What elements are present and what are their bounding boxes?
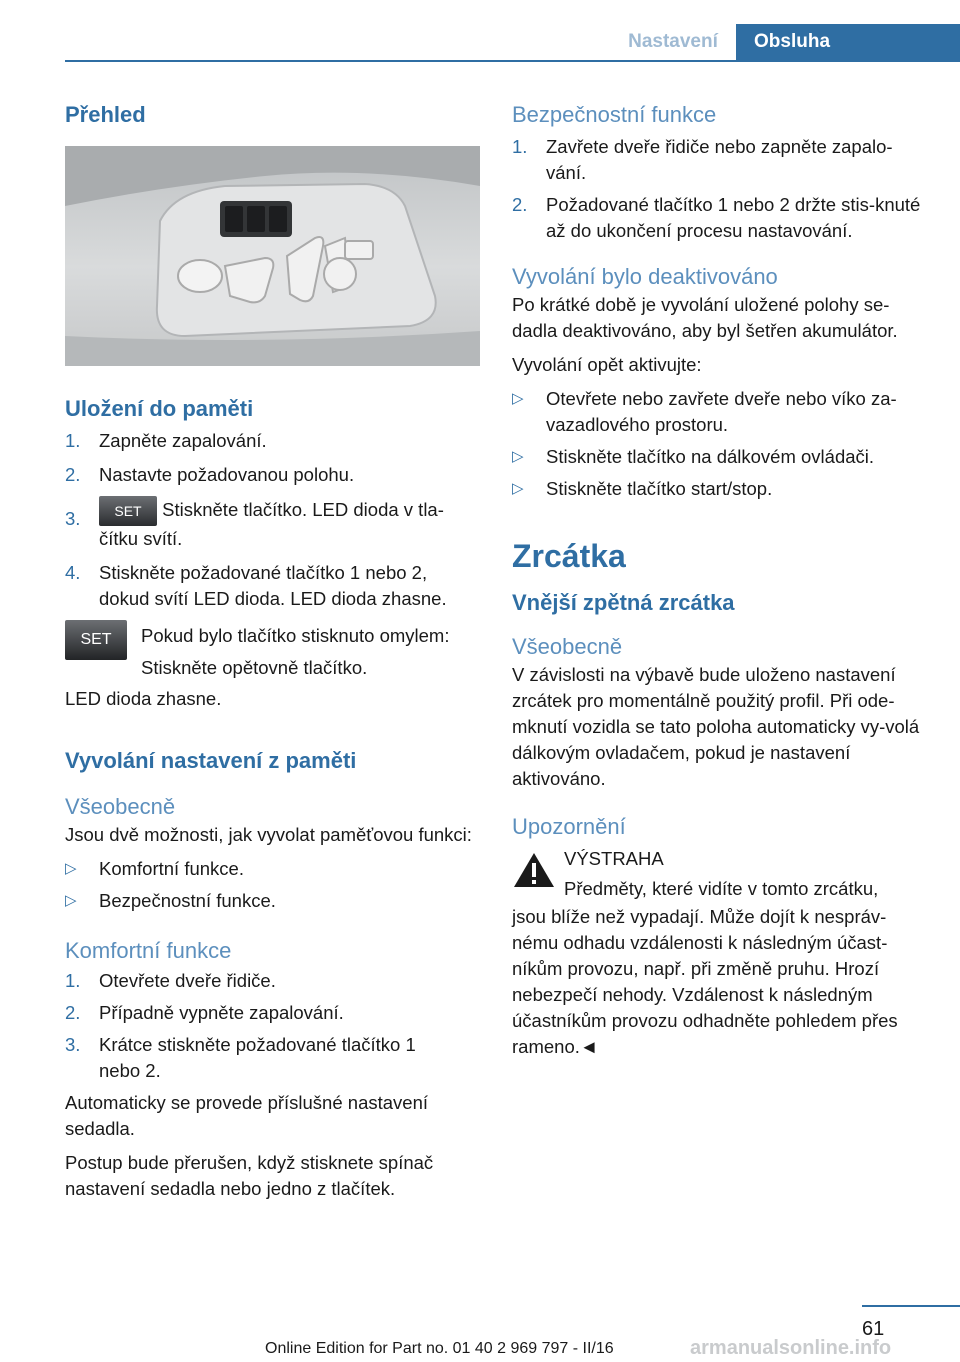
step-number: 2. [65,464,81,485]
step-text [99,496,480,552]
triangle-bullet-icon: ▷ [65,860,77,877]
outer-mirrors-title: Vnější zpětná zrcátka [512,590,735,615]
general-title-right: Všeobecně [512,634,623,659]
item-text: Komfortní funkce. [99,858,244,879]
warning-text: jsou blíže než vypadají. Může dojít k nespráv‐nému odhadu vzdálenosti k následným účast‐níkům provozu, např. při změně pruhu. Hrozí nebezpečí nehody. Vzdálenost k následným účastníkům provozu odhadněte pohledem přes rameno.◄ [512,906,898,1057]
comfort-title: Komfortní funkce [65,938,232,963]
step-number: 2. [512,194,528,215]
mistake-note [65,620,480,684]
safety-title: Bezpečnostní funkce [512,102,717,127]
step-number: 1. [512,136,528,157]
step-text: Krátce stiskněte požadované tlačítko 1 nebo 2. [99,1034,416,1081]
triangle-bullet-icon: ▷ [512,448,524,465]
triangle-bullet-icon: ▷ [512,480,524,497]
list-item [65,560,480,612]
watermark: armanualsonline.info [690,1337,892,1359]
mistake-line1: Pokud bylo tlačítko stisknuto omylem: [141,625,450,646]
reactivate-items [512,386,932,502]
general-title-left: Všeobecně [65,794,176,819]
step-number: 3. [65,508,81,529]
recall-title: Vyvolání nastavení z paměti [65,748,357,773]
header-tab-obsluha[interactable]: Obsluha [736,24,960,62]
seat-control-image [65,146,480,366]
set-button-icon: SET [65,620,127,660]
list-item [512,386,932,438]
warning-block [512,850,932,904]
step-text: Nastavte požadovanou polohu. [99,464,355,485]
list-item [65,462,480,488]
warning-icon [512,850,556,890]
deact-title: Vyvolání bylo deaktivováno [512,264,778,289]
list-item [65,1000,480,1026]
item-text: Bezpečnostní funkce. [99,890,276,911]
step-text: Zavřete dveře řidiče nebo zapněte zapalo‐vání. [546,136,893,183]
list-item [512,134,932,186]
warning-line1: Předměty, které vidíte v tomto zrcátku, [564,878,879,899]
triangle-bullet-icon: ▷ [512,390,524,407]
mistake-line2: Stiskněte opětovně tlačítko. [141,657,368,678]
interrupt-text: Postup bude přerušen, když stisknete spínač nastavení sedadla nebo jedno z tlačítek. [65,1152,434,1199]
comfort-steps [65,968,480,1084]
list-item [65,1032,480,1084]
triangle-bullet-icon: ▷ [65,892,77,909]
list-item [512,444,932,470]
list-item [65,496,480,552]
step-number: 3. [65,1034,81,1055]
list-item [65,428,480,454]
step-text: Stiskněte požadované tlačítko 1 nebo 2, dokud svítí LED dioda. LED dioda zhasne. [99,562,447,609]
step-text: Zapněte zapalování. [99,430,267,451]
page-number: 61 [862,1318,885,1340]
deact-text: Po krátké době je vyvolání uložené polohy se‐dadla deaktivováno, aby byl šetřen akumulátor. [512,294,898,341]
reactivate-text: Vyvolání opět aktivujte: [512,354,702,375]
general-items [65,856,480,914]
step-number: 1. [65,970,81,991]
mirrors-title: Zrcátka [512,538,626,574]
save-steps [65,428,480,612]
safety-steps [512,134,932,244]
step-text: Případně vypněte zapalování. [99,1002,344,1023]
notice-title: Upozornění [512,814,626,839]
list-item [65,888,480,914]
item-text: Otevřete nebo zavřete dveře nebo víko za‐vazadlového prostoru. [546,388,897,435]
general-text-right: V závislosti na výbavě bude uloženo nastavení zrcátek pro momentálně použitý profil. Při ode‐mknutí vozidla se tato poloha automaticky vy‐volá dálkovým ovladačem, pokud je nastavení aktivováno. [512,664,920,789]
general-text-left: Jsou dvě možnosti, jak vyvolat paměťovou funkci: [65,824,472,845]
left-column [65,100,480,1202]
edition-text: Online Edition for Part no. 01 40 2 969 797 - II/16 [265,1340,614,1357]
footer-rule [862,1305,960,1307]
save-title: Uložení do paměti [65,396,254,421]
led-off-text: LED dioda zhasne. [65,688,222,709]
header-rule [65,60,960,62]
warning-head [564,844,878,904]
list-item [65,968,480,994]
header-tab-nastaveni[interactable]: Nastavení [628,31,718,52]
overview-title: Přehled [65,102,146,127]
step-text: Požadované tlačítko 1 nebo 2 držte stis‐knuté až do ukončení procesu nastavování. [546,194,921,241]
list-item [512,476,932,502]
item-text: Stiskněte tlačítko na dálkovém ovládači. [546,446,875,467]
warning-label: VÝSTRAHA [564,848,664,869]
item-text: Stiskněte tlačítko start/stop. [546,478,773,499]
step-text-body: Stiskněte tlačítko. LED dioda v tla‐čítku svítí. [99,498,444,549]
auto-text: Automaticky se provede příslušné nastavení sedadla. [65,1092,428,1139]
set-button-icon: SET [99,496,157,526]
step-number: 2. [65,1002,81,1023]
step-text: Otevřete dveře řidiče. [99,970,276,991]
list-item [65,856,480,882]
seat-panel-illustration [65,146,480,366]
step-number: 4. [65,562,81,583]
list-item [512,192,932,244]
mistake-text [141,620,449,684]
step-number: 1. [65,430,81,451]
right-column [512,100,932,1060]
